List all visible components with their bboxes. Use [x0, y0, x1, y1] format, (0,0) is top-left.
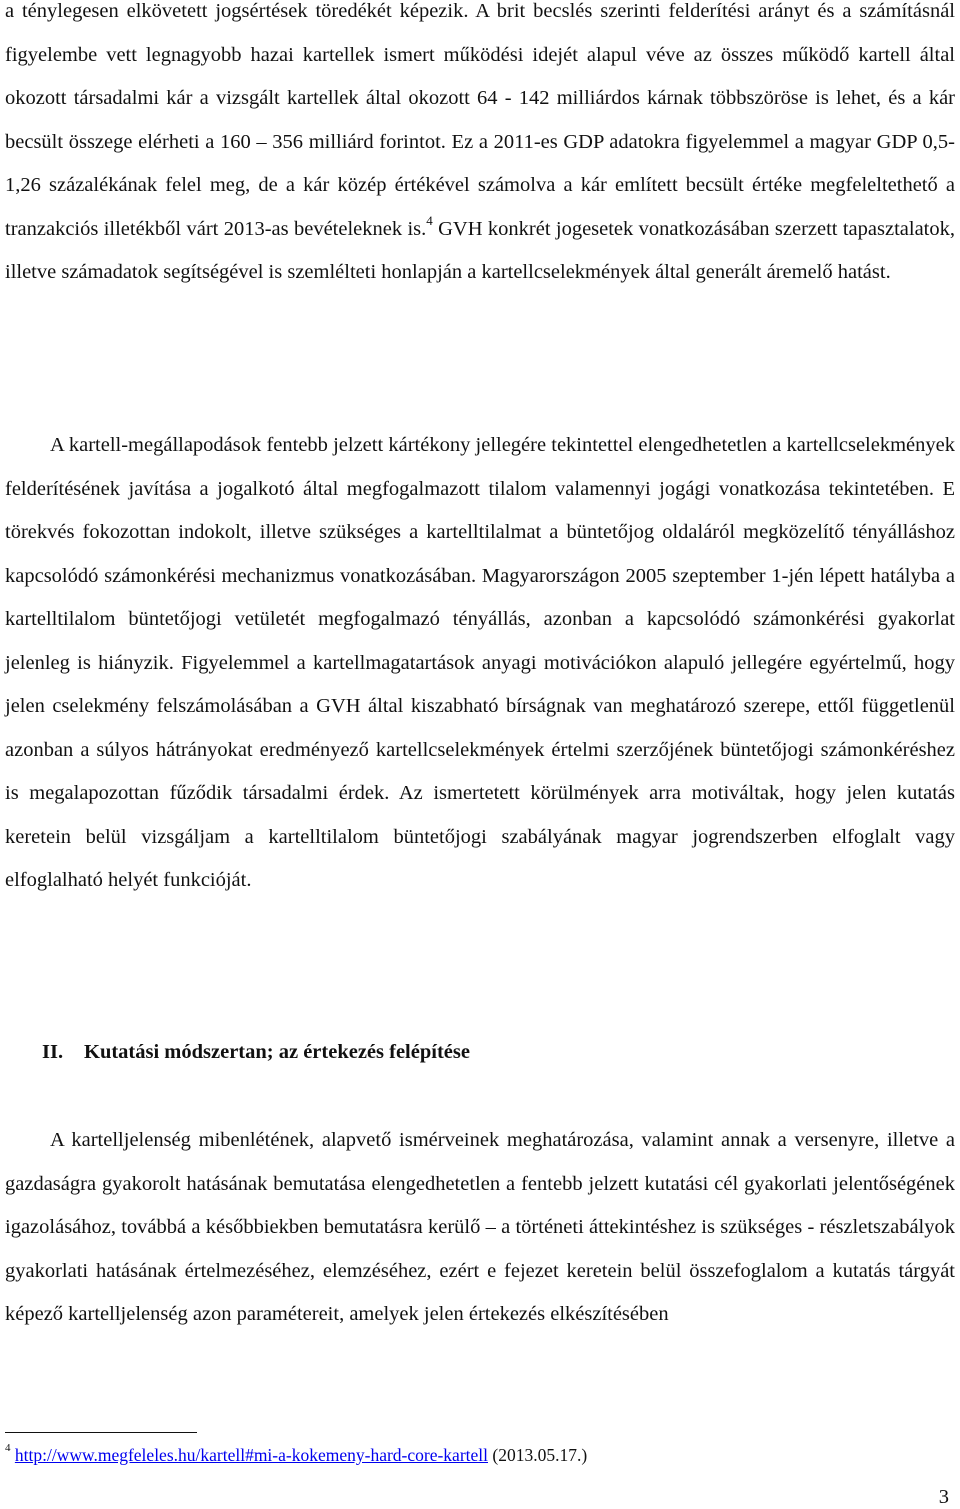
footnote-reference-4[interactable]: 4: [426, 212, 433, 228]
page-number: 3: [938, 1486, 949, 1508]
paragraph-1-text-a: a ténylegesen elkövetett jogsértések töredékét képezik. A brit becslés szerinti felderítési arányt és a számításnál figyelembe vett legnagyobb hazai kartellek ismert működési idejét alapul véve az összes működő kartell által okozott társadalmi kár a vizsgált kartellek által okozott 64 - 142 milliárdos kárnak többszöröse is lehet, és a kár becsült összege elérheti a 160 – 356 milliárd forintot. Ez a 2011-es GDP adatokra figyelemmel a magyar GDP 0,5-1,26 százalékának felel meg, de a kár közép értékével számolva a kár említett becsült értéke megfeleltethető a tranzakciós illetékből várt 2013-as bevételeknek is.: [5, 0, 955, 240]
footnote-4: [5, 1442, 587, 1468]
section-heading: [42, 1037, 470, 1067]
body-paragraph-1: [5, 0, 955, 295]
paragraph-1-text-b: GVH konkrét jogesetek vonatkozásában szerzett tapasztalatok, illetve számadatok segítségével is szemlélteti honlapján a kartellcselekmények által generált áremelő hatást.: [5, 217, 955, 283]
section-number: II.: [42, 1041, 64, 1063]
footnote-marker: 4: [5, 1442, 11, 1455]
section-title: Kutatási módszertan; az értekezés felépítése: [84, 1041, 470, 1063]
body-paragraph-3: A kartelljelenség mibenlétének, alapvető ismérveinek meghatározása, valamint annak a versenyre, illetve a gazdaságra gyakorolt hatásának bemutatása elengedhetetlen a fentebb jelzett kutatási cél gyakorlati jelentőségének igazolásához, továbbá a későbbiekben bemutatásra kerülő – a történeti áttekintéshez is szükséges - részletszabályok gyakorlati hatásának értelmezéséhez, elemzéséhez, ezért e fejezet keretein belül összefoglalom a kutatás tárgyát képező kartelljelenség azon paramétereit, amelyek jelen értekezés elkészítésében: [5, 1129, 955, 1325]
footnote-date: (2013.05.17.): [488, 1445, 588, 1465]
footnote-link[interactable]: http://www.megfeleles.hu/kartell#mi-a-kokemeny-hard-core-kartell: [14, 1445, 488, 1465]
body-paragraph-2: A kartell-megállapodások fentebb jelzett kártékony jellegére tekintettel elengedhetetlen a kartellcselekmények felderítésének javítása a jogalkotó által megfogalmazott tilalom valamennyi jogági vonatkozása tekintetében. E törekvés fokozottan indokolt, illetve szükséges a kartelltilalmat a büntetőjog oldaláról megközelítő tényálláshoz kapcsolódó számonkérési mechanizmus vonatkozásában. Magyarországon 2005 szeptember 1-jén lépett hatályba a kartelltilalom büntetőjogi vetületét megfogalmazó tényállás, azonban a kapcsolódó számonkérési gyakorlat jelenleg is hiányzik. Figyelemmel a kartellmagatartások anyagi motivációkon alapuló jellegére egyértelmű, hogy jelen cselekmény felszámolásában a GVH által kiszabható bírságnak van meghatározó szerepe, ettől függetlenül azonban a súlyos hátrányokat eredményező kartellcselekmények értelmi szerzőjének büntetőjogi számonkéréshez is megalapozottan fűződik társadalmi érdek. Az ismertetett körülmények arra motiváltak, hogy jelen kutatás keretein belül vizsgáljam a kartelltilalom büntetőjogi szabályának magyar jogrendszerben elfoglalt vagy elfoglalható helyét funkcióját.: [5, 434, 955, 891]
footnote-separator: [5, 1432, 197, 1433]
